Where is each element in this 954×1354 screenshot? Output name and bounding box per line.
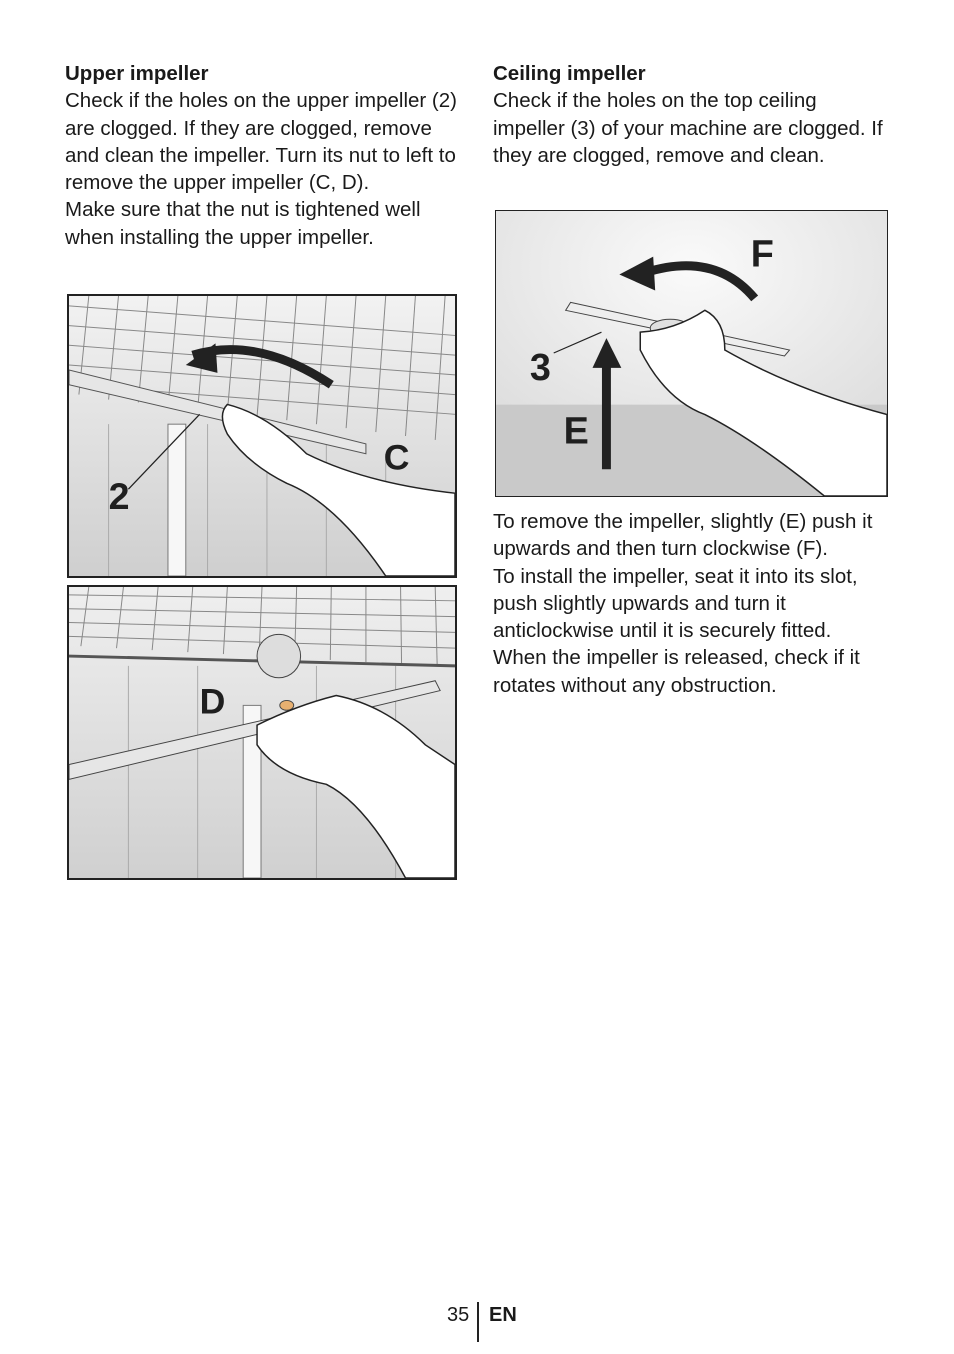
label-e: E xyxy=(563,410,589,453)
language-code: EN xyxy=(489,1304,517,1326)
ceiling-impeller-section xyxy=(493,60,893,169)
upper-impeller-text-2: Make sure that the nut is tightened well when installing the upper impeller. xyxy=(65,198,421,249)
upper-impeller-text-1: Check if the holes on the upper impeller (2) are clogged. If they are clogged, remove and clean the impeller. Turn its nut to left to remove the upper impeller (C, D). xyxy=(65,89,457,195)
label-d: D xyxy=(199,681,226,722)
label-f: F xyxy=(750,233,774,276)
ceiling-impeller-text-1: Check if the holes on the top ceiling impeller (3) of your machine are clogged. If they are clogged, remove and clean. xyxy=(493,89,883,167)
label-3: 3 xyxy=(529,346,551,389)
footer-divider xyxy=(477,1302,479,1342)
figure-upper-impeller-d xyxy=(67,585,457,880)
figure-ceiling-impeller-ef xyxy=(495,210,888,497)
upper-impeller-section xyxy=(65,60,465,251)
check-instruction: When the impeller is released, check if it rotates without any obstruction. xyxy=(493,646,860,697)
label-2: 2 xyxy=(108,475,130,517)
label-c: C xyxy=(383,437,410,478)
install-instruction: To install the impeller, seat it into its slot, push slightly upwards and turn it anticlockwise until it is securely fitted. xyxy=(493,564,858,643)
ceiling-impeller-heading: Ceiling impeller xyxy=(493,62,646,85)
figure-upper-impeller-c xyxy=(67,294,457,578)
upper-impeller-heading: Upper impeller xyxy=(65,62,209,85)
page-footer xyxy=(0,1302,954,1342)
ceiling-impeller-instructions xyxy=(493,508,903,699)
page-number: 35 xyxy=(447,1304,470,1326)
remove-instruction: To remove the impeller, slightly (E) push it upwards and then turn clockwise (F). xyxy=(493,510,873,561)
